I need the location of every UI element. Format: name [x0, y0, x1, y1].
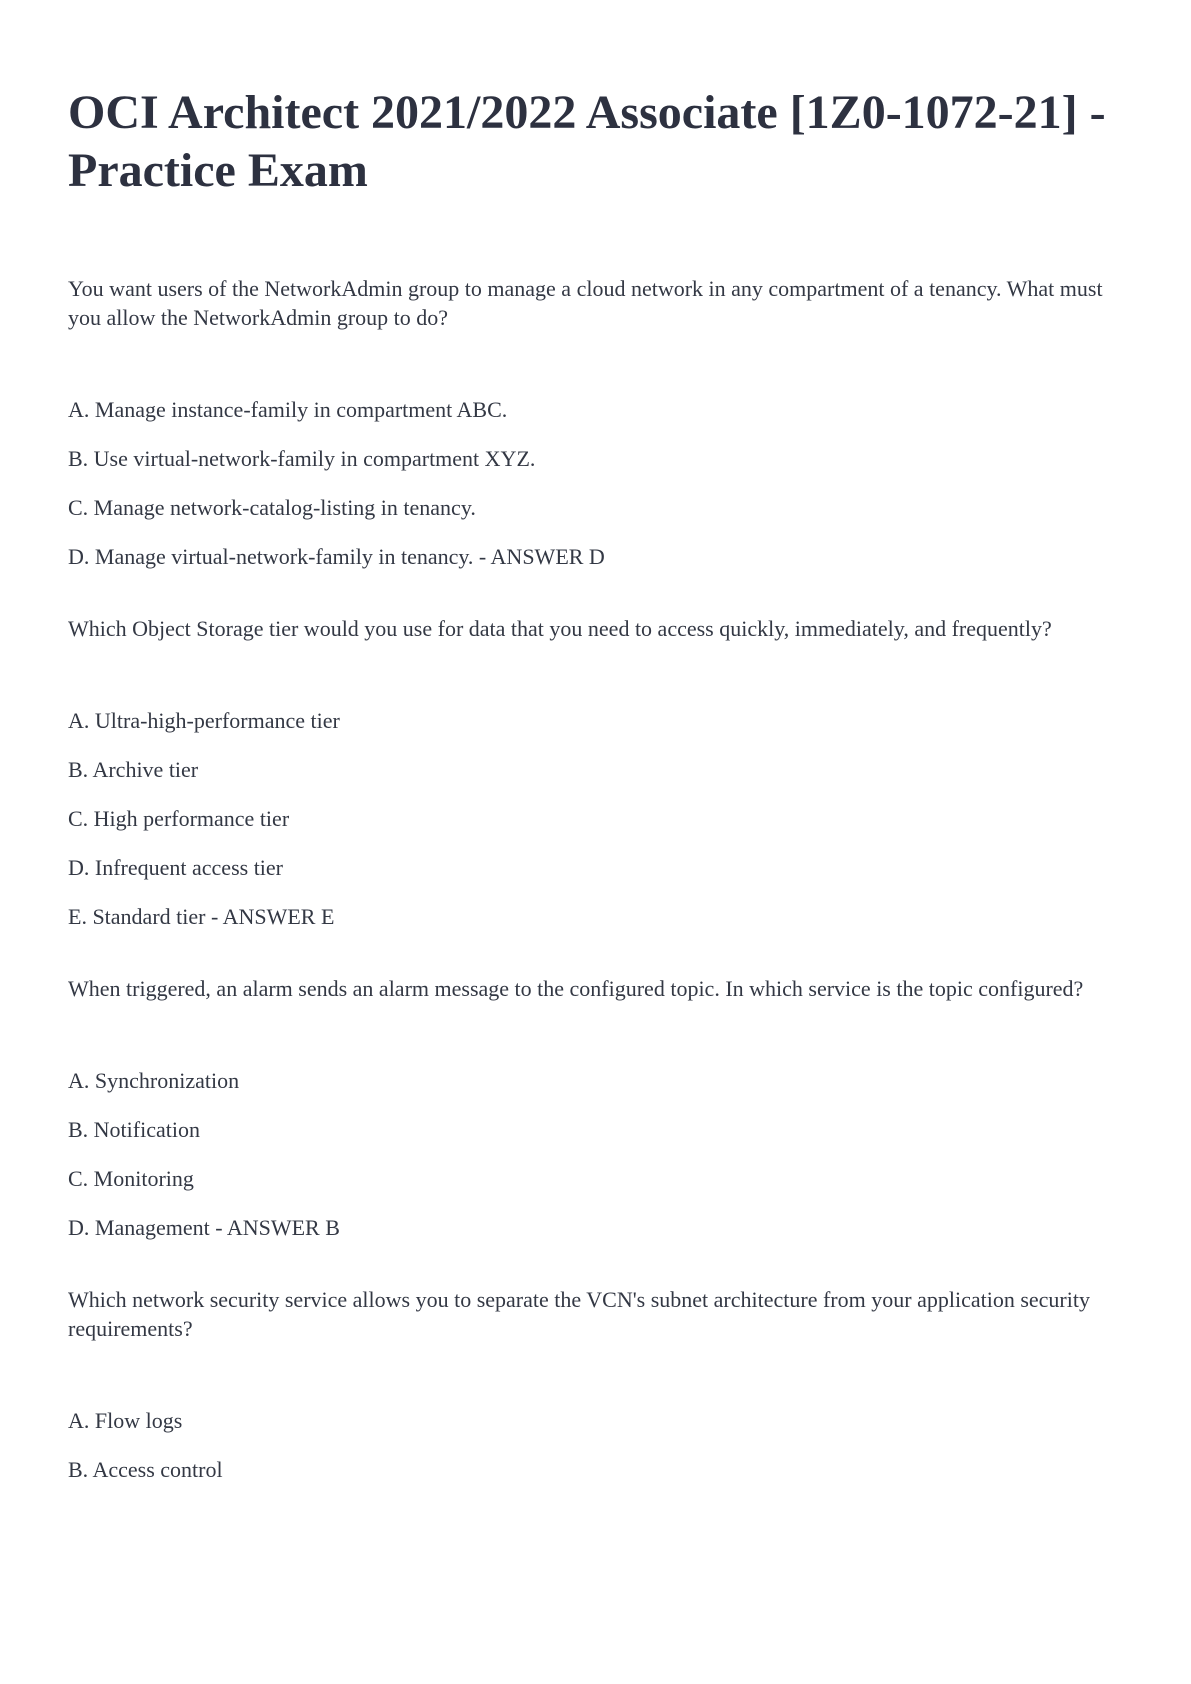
question-text: Which Object Storage tier would you use for data that you need to access quickly, immediately, and frequently?: [68, 616, 1052, 641]
option-item: D. Infrequent access tier: [68, 855, 284, 880]
question-block: [68, 1285, 1131, 1484]
option-list: [68, 1066, 1131, 1242]
option-item: B. Archive tier: [68, 757, 199, 782]
option-list: [68, 395, 1131, 571]
option-item: B. Notification: [68, 1117, 200, 1142]
page-title: OCI Architect 2021/2022 Associate [1Z0-1072-21] - Practice Exam: [68, 86, 1106, 197]
option-item: A. Synchronization: [68, 1068, 240, 1093]
option-list: [68, 1406, 1131, 1484]
option-item: B. Use virtual-network-family in compartment XYZ.: [68, 446, 536, 471]
option-item: A. Manage instance-family in compartment ABC.: [68, 397, 508, 422]
question-text: Which network security service allows you to separate the VCN's subnet architecture from your application security requirements?: [68, 1287, 1090, 1341]
option-item: D. Management - ANSWER B: [68, 1215, 340, 1240]
option-list: [68, 706, 1131, 931]
option-item: E. Standard tier - ANSWER E: [68, 904, 335, 929]
question-block: [68, 614, 1131, 931]
option-item: A. Flow logs: [68, 1408, 183, 1433]
question-block: [68, 274, 1131, 571]
option-item: A. Ultra-high-performance tier: [68, 708, 340, 733]
question-block: [68, 974, 1131, 1242]
option-item: D. Manage virtual-network-family in tenancy. - ANSWER D: [68, 544, 605, 569]
option-item: C. Monitoring: [68, 1166, 194, 1191]
option-item: C. High performance tier: [68, 806, 290, 831]
question-text: When triggered, an alarm sends an alarm message to the configured topic. In which service is the topic configured?: [68, 976, 1084, 1001]
question-text: You want users of the NetworkAdmin group to manage a cloud network in any compartment of a tenancy. What must you allow the NetworkAdmin group to do?: [68, 276, 1103, 330]
option-item: C. Manage network-catalog-listing in tenancy.: [68, 495, 476, 520]
option-item: B. Access control: [68, 1457, 223, 1482]
